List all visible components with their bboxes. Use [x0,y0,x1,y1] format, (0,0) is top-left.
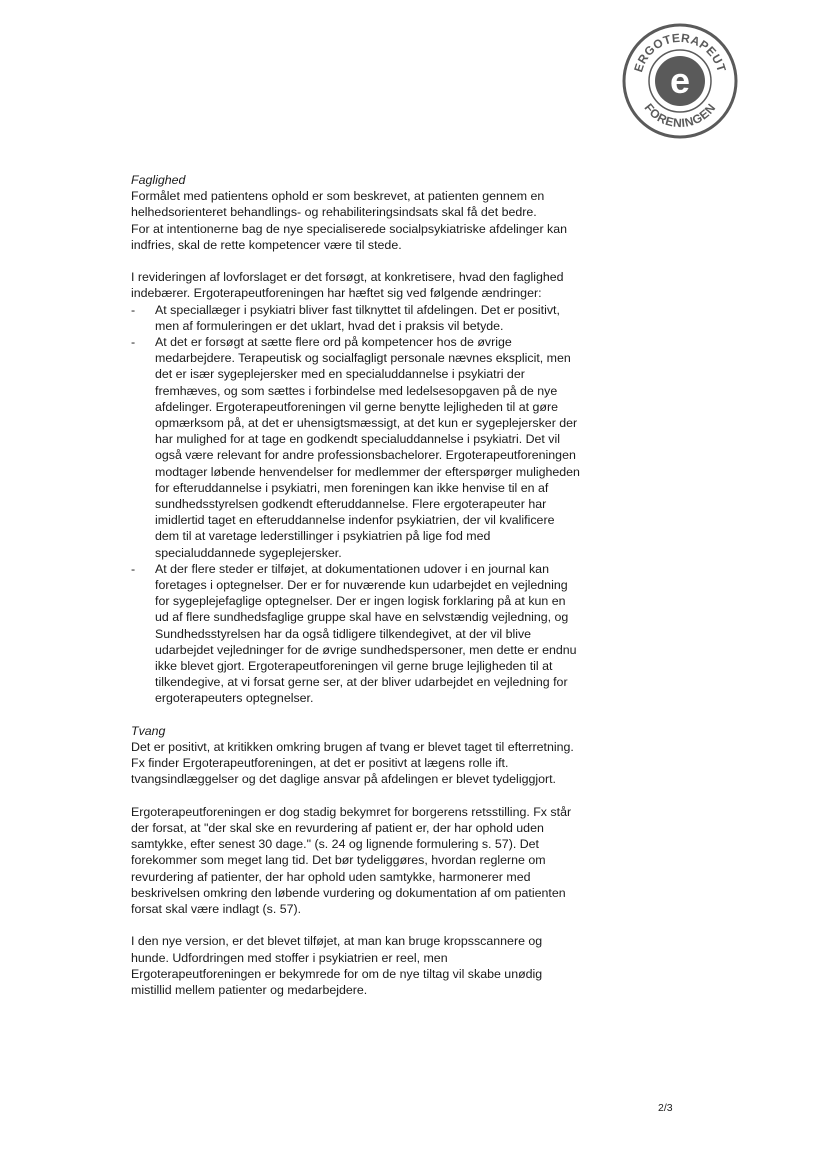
faglighed-bullet-list [131,302,621,707]
tvang-paragraph-1: Det er positivt, at kritikken omkring brugen af tvang er blevet taget til efterretning. Fx finder Ergoterapeutforeningen, at det er positivt at lægens rolle ift. tvangsindlæggelser og det daglige ansvar på afdelingen er blevet tydeliggjort. [131,740,574,787]
bullet-dash: - [131,335,136,350]
tvang-paragraph-3: I den nye version, er det blevet tilføjet, at man kan bruge kropsscannere og hunde. Udfordringen med stoffer i psykiatrien er reel, men Ergoterapeutforeningen er bekymrede for om de nye tiltag vil skabe unødig mistillid mellem patienter og medarbejdere. [131,934,543,998]
list-item: - At det er forsøgt at sætte flere ord på kompetencer hos de øvrige medarbejdere. Terapeutisk og socialfagligt personale nævnes eksplicit, men det er især sygeplejersker med en specialuddannelse i psykiatri der fremhæves, og som sættes i forbindelse med ledelsesopgaven på de nye afdelinger. Ergoterapeutforeningen vil gerne benytte lejligheden til at gøre opmærksom på, at det er uhensigtsmæssigt, at det kun er sygeplejersker der har mulighed for at tage en godkendt specialuddannelse i psykiatri. Det vil også være relevant for andre professionsbachelorer. Ergoterapeutforeningen modtager løbende henvendelser for medlemmer der efterspørger muligheden for efteruddannelse i psykiatri, men foreningen kan ikke henvise til en af sundhedsstyrelsen godkendt efteruddannelse. Flere ergoterapeuter har imidlertid taget en efteruddannelse indenfor psykiatrien, der vil kvalificere dem til at varetage lederstillinger i psykiatrien på lige fod med specialuddannede sygeplejersker. [131,335,580,560]
faglighed-revision: I revideringen af lovforslaget er det forsøgt, at konkretisere, hvad den faglighed indebærer. Ergoterapeutforeningen har hæftet sig ved følgende ændringer: [131,270,564,301]
tvang-paragraph-2: Ergoterapeutforeningen er dog stadig bekymret for borgerens retsstilling. Fx står der forsat, at "der skal ske en revurdering af patient er, der har ophold uden samtykke, efter senest 30 dage." (s. 24 og lignende formulering s. 57). Det forekommer som meget lang tid. Det bør tydeliggøres, hvordan reglerne om revurdering af patienter, der har ophold uden samtykke, harmonerer med beskrivelsen omkring den løbende vurdering og dokumentation af om patienten forsat skal være indlagt (s. 57). [131,804,572,917]
bullet-dash: - [131,302,136,317]
ergoterapeutforeningen-logo [621,22,739,140]
list-item: - At der flere steder er tilføjet, at dokumentationen udover i en journal kan foretages i optegnelser. Der er for nuværende kun udarbejdet en vejledning for sygeplejefaglige optegnelser. Der er ingen logisk forklaring på at kun en ud af flere sundhedsfaglige gruppe skal have en selvstændig vejledning, og Sundhedsstyrelsen har da også tidligere tilkendegivet, at der vil blive udarbejdet vejledninger for de øvrige sundhedspersoner, men dette er endnu ikke blevet gjort. Ergoterapeutforeningen vil gerne bruge lejligheden til at tilkendegive, at vi forsat gerne ser, at der bliver udarbejdet en vejledning for ergoterapeuters optegnelser. [131,561,577,706]
bullet-dash: - [131,561,136,576]
logo-text-bottom: FORENINGEN [641,100,719,131]
logo-text-top: ERGOTERAPEUT [631,30,729,74]
page-number: 2/3 [658,1102,673,1114]
logo-letter: e [669,60,691,101]
faglighed-intro: Formålet med patientens ophold er som beskrevet, at patienten gennem en helhedsorienteret behandlings- og rehabiliteringsindsats skal få det bedre. For at intentionerne bag de nye specialiserede socialpsykiatriske afdelinger kan indfries, skal de rette kompetencer være til stede. [131,189,567,252]
document-body [131,172,621,998]
list-item: - At speciallæger i psykiatri bliver fast tilknyttet til afdelingen. Det er positivt, men af formuleringen er det uklart, hvad det i praksis vil betyde. [131,302,560,333]
section-heading-faglighed: Faglighed [131,173,186,187]
section-heading-tvang: Tvang [131,723,166,738]
